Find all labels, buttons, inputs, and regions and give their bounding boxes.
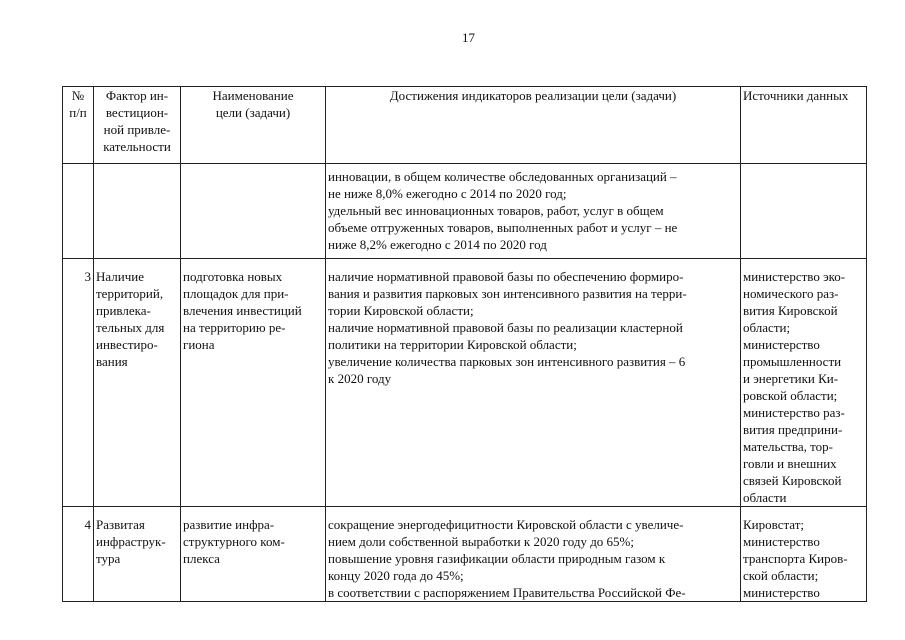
- header-number: № п/п: [63, 87, 94, 164]
- cell-factor: Развитая инфраструк- тура: [94, 507, 181, 602]
- cell-factor: [94, 164, 181, 259]
- cell-indicators: сокращение энергодефицитности Кировской области с увеличе- нием доли собственной выработки к 2020 году до 65%; повышение уровня газификации области природным газом к концу 2020 года до 45%; в соответствии с распоряжением Правительства Российской Фе-: [326, 507, 741, 602]
- table-header-row: [63, 87, 867, 164]
- cell-factor: Наличие территорий, привлека- тельных для инвестиро- вания: [94, 259, 181, 507]
- cell-goal: подготовка новых площадок для при- влечения инвестиций на территорию ре- гиона: [181, 259, 326, 507]
- table-row: [63, 259, 867, 507]
- header-goal: Наименование цели (задачи): [181, 87, 326, 164]
- header-indicators: Достижения индикаторов реализации цели (задачи): [326, 87, 741, 164]
- investment-factors-table: [62, 86, 867, 602]
- cell-indicators: инновации, в общем количестве обследованных организаций – не ниже 8,0% ежегодно с 2014 по 2020 год; удельный вес инновационных товаров, работ, услуг в общем объеме отгруженных товаров, выполненных работ и услуг – не ниже 8,2% ежегодно с 2014 по 2020 год: [326, 164, 741, 259]
- page-number: 17: [462, 30, 475, 45]
- cell-sources: [741, 164, 867, 259]
- cell-sources: министерство эко- номического раз- вития Кировской области; министерство промышленности и энергетики Ки- ровской области; министерство раз- вития предприни- мательства, тор- говли и внешних связей Кировской области: [741, 259, 867, 507]
- cell-number: 3: [63, 259, 94, 507]
- cell-number: 4: [63, 507, 94, 602]
- cell-goal: [181, 164, 326, 259]
- header-factor: Фактор ин- вестицион- ной привле- кательности: [94, 87, 181, 164]
- table-row: [63, 164, 867, 259]
- table-row: [63, 507, 867, 602]
- header-sources: Источники данных: [741, 87, 867, 164]
- cell-number: [63, 164, 94, 259]
- cell-sources: Кировстат; министерство транспорта Киров- ской области; министерство: [741, 507, 867, 602]
- cell-indicators: наличие нормативной правовой базы по обеспечению формиро- вания и развития парковых зон интенсивного развития на терри- тории Кировской области; наличие нормативной правовой базы по реализации кластерной политики на территории Кировской области; увеличение количества парковых зон интенсивного развития – 6 к 2020 году: [326, 259, 741, 507]
- cell-goal: развитие инфра- структурного ком- плекса: [181, 507, 326, 602]
